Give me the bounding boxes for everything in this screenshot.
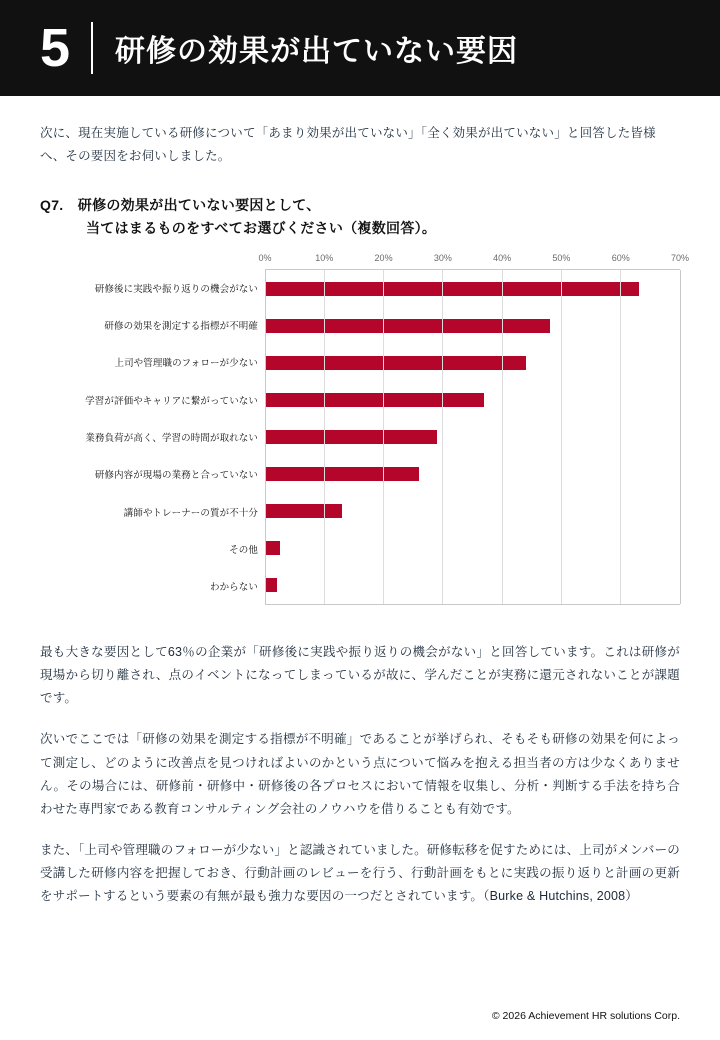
bar: [265, 541, 280, 555]
analysis-paragraphs: [40, 641, 680, 908]
bar: [265, 467, 419, 481]
x-tick-label: 60%: [611, 253, 630, 264]
gridline: [383, 270, 384, 604]
gridline: [680, 270, 681, 604]
category-label: わからない: [209, 582, 258, 594]
page-header: [0, 0, 720, 96]
category-label: 研修の効果を測定する指標が不明確: [104, 321, 258, 333]
table-row: [265, 282, 680, 296]
category-label: 研修後に実践や振り返りの機会がない: [94, 283, 258, 295]
gridline: [442, 270, 443, 604]
x-tick-label: 40%: [493, 253, 512, 264]
lead-paragraph: 次に、現在実施している研修について「あまり効果が出ていない」「全く効果が出ていない」と回答した皆様へ、その要因をお伺いしました。: [40, 126, 656, 164]
table-row: [265, 467, 680, 481]
bar: [265, 578, 277, 592]
gridline: [620, 270, 621, 604]
bar: [265, 393, 484, 407]
category-label: 講師やトレーナーの質が不十分: [123, 507, 258, 519]
category-label: 上司や管理職のフォローが少ない: [114, 358, 258, 370]
question-block: [40, 194, 680, 239]
table-row: [265, 504, 680, 518]
gridline: [324, 270, 325, 604]
gridline: [561, 270, 562, 604]
paragraph-1: 最も大きな要因として63％の企業が「研修後に実践や振り返りの機会がない」と回答しています。これは研修が現場から切り離され、点のイベントになってしまっているが故に、学んだことが実務に還元されないことが課題です。: [40, 645, 680, 706]
page-title: 研修の効果が出ていない要因: [115, 35, 519, 68]
y-axis-category-labels: [40, 269, 258, 605]
table-row: [265, 356, 680, 370]
paragraph-2: 次いでここでは「研修の効果を測定する指標が不明確」であることが挙げられ、そもそも研修の効果を何によって測定し、どのように改善点を見つければよいのかという点について悩みを抱える担当者の方は少なくありません。その場合には、研修前・研修中・研修後の各プロセスにおいて情報を収集し、分析・判断する手法を持ち合わせた専門家である教育コンサルティング会社のノウハウを借りることも有効です。: [40, 732, 680, 816]
bar: [265, 430, 437, 444]
x-tick-label: 0%: [258, 253, 272, 264]
section-number: 5: [40, 18, 70, 78]
x-tick-label: 10%: [315, 253, 334, 264]
table-row: [265, 430, 680, 444]
page-content: [0, 96, 720, 908]
header-divider: [91, 22, 93, 74]
chart-container: [40, 253, 690, 623]
x-axis-tick-labels: [258, 253, 690, 269]
bar-chart: [40, 253, 690, 623]
bar: [265, 319, 550, 333]
table-row: [265, 319, 680, 333]
gridline: [502, 270, 503, 604]
chart-plot-area: [265, 269, 680, 605]
question-line-1: Q7. 研修の効果が出ていない要因として、: [40, 197, 321, 214]
x-tick-label: 50%: [552, 253, 571, 264]
copyright-footer: © 2026 Achievement HR solutions Corp.: [491, 1010, 680, 1022]
x-tick-label: 30%: [433, 253, 452, 264]
chart-bars: [265, 270, 680, 604]
category-label: 業務負荷が高く、学習の時間が取れない: [85, 433, 258, 445]
category-label: 研修内容が現場の業務と合っていない: [94, 470, 258, 482]
question-line-2: 当てはまるものをすべてお選びください（複数回答）。: [86, 219, 437, 236]
category-label: その他: [229, 545, 258, 557]
category-label: 学習が評価やキャリアに繋がっていない: [85, 395, 258, 407]
x-tick-label: 20%: [374, 253, 393, 264]
bar: [265, 282, 639, 296]
table-row: [265, 541, 680, 555]
bar: [265, 504, 342, 518]
table-row: [265, 393, 680, 407]
paragraph-3: また、「上司や管理職のフォローが少ない」と認識されていました。研修転移を促すためには、上司がメンバーの受講した研修内容を把握しておき、行動計画のレビューを行う、行動計画をもとに実践の振り返りと計画の更新をサポートするという要素の有無が最も強力な要因の一つだとされています。（Burke & Hutchins, 2008）: [40, 842, 680, 904]
gridline: [265, 270, 266, 604]
table-row: [265, 578, 680, 592]
bar: [265, 356, 526, 370]
x-tick-label: 70%: [670, 253, 690, 264]
